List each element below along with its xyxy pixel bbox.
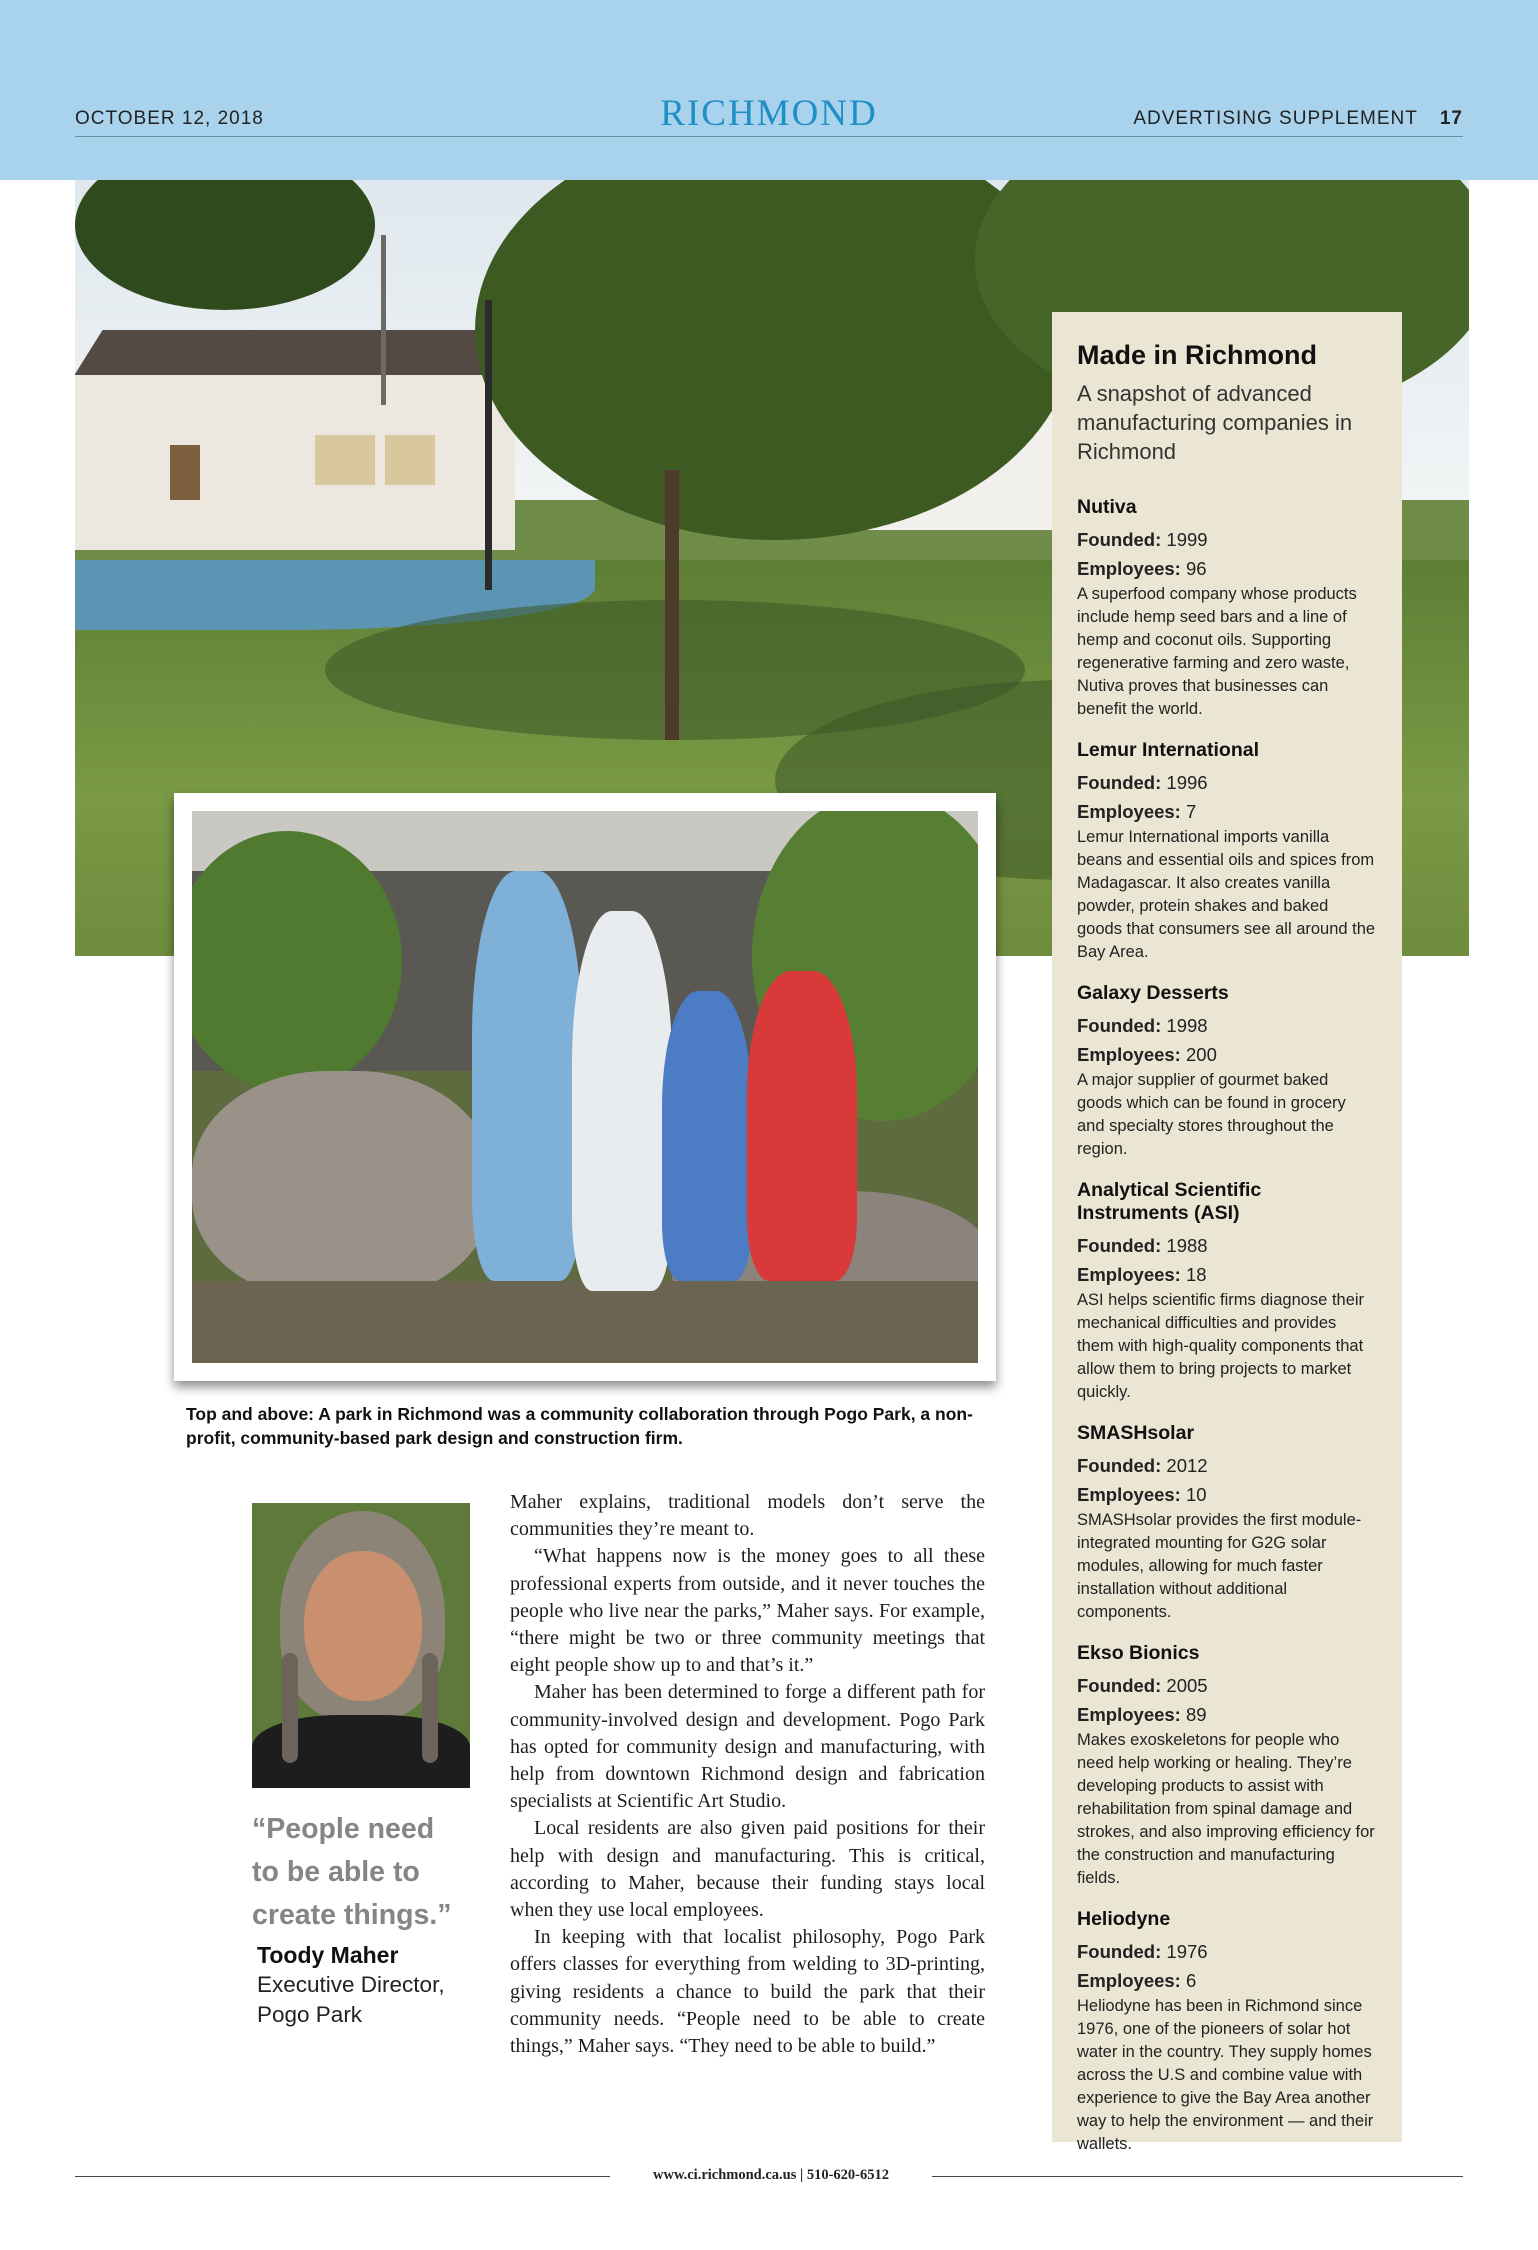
- company-description: SMASHsolar provides the first module-integrated mounting for G2G solar modules, allowing for much faster installation without additional components.: [1077, 1511, 1362, 1621]
- rock-pile: [192, 1071, 492, 1301]
- article-body: [510, 1489, 985, 2060]
- company-name: Nutiva: [1077, 496, 1137, 518]
- company-description: A superfood company whose products include hemp seed bars and a line of hemp and coconut oils. Supporting regenerative farming and zero waste, Nutiva proves that businesses can benefit the world.: [1077, 585, 1357, 718]
- employee-count: 200: [1186, 1044, 1217, 1065]
- house-window: [170, 445, 200, 500]
- company-entry: [1077, 1642, 1376, 1890]
- quote-attribution-name: Toody Maher: [257, 1942, 399, 1968]
- employee-count: 6: [1186, 1970, 1197, 1991]
- company-description: Lemur International imports vanilla beans and essential oils and spices from Madagascar. It also creates vanilla powder, protein shakes and baked goods that consumers see all around the Bay Area.: [1077, 828, 1376, 961]
- stream: [192, 1281, 978, 1363]
- company-name: SMASHsolar: [1077, 1422, 1195, 1444]
- employee-count: 96: [1186, 558, 1207, 579]
- company-employees: [1077, 797, 1376, 826]
- company-entry: [1077, 982, 1376, 1161]
- founded-year: 1988: [1166, 1235, 1208, 1256]
- sidebar-title: Made in Richmond: [1077, 340, 1318, 370]
- company-employees: [1077, 1260, 1376, 1289]
- company-name: Ekso Bionics: [1077, 1642, 1200, 1664]
- article-paragraph: In keeping with that localist philosophy, Pogo Park offers classes for everything from welding to 3D-printing, giving residents a chance to build the park that their community needs. “People need to be able to create things,” Maher says. “They need to be able to build.”: [510, 1926, 985, 2058]
- founded-label: Founded:: [1077, 1235, 1162, 1256]
- portrait-braid: [422, 1653, 438, 1763]
- house-window: [315, 435, 375, 485]
- founded-label: Founded:: [1077, 1675, 1162, 1696]
- article-paragraph: “What happens now is the money goes to all these professional experts from outside, and it never touches the people who live near the parks,” Maher says. For example, “there might be two or three community meetings that eight people show up to and that’s it.”: [510, 1545, 985, 1677]
- company-description: ASI helps scientific firms diagnose their mechanical difficulties and provides them with high-quality components that allow them to bring projects to market quickly.: [1077, 1291, 1365, 1401]
- company-founded: [1077, 1937, 1376, 1966]
- company-founded: [1077, 1451, 1376, 1480]
- lamp-post: [485, 300, 492, 590]
- child-figure: [572, 911, 672, 1291]
- tree-trunk: [665, 470, 679, 740]
- made-in-richmond-sidebar: [1052, 312, 1402, 2153]
- child-figure: [662, 991, 752, 1281]
- kids-photo: [192, 811, 978, 1363]
- founded-year: 2012: [1166, 1455, 1208, 1476]
- publication-title: RICHMOND: [660, 93, 878, 134]
- company-entry: [1077, 1908, 1376, 2156]
- company-founded: [1077, 1671, 1376, 1700]
- company-founded: [1077, 525, 1376, 554]
- founded-year: 1996: [1166, 772, 1208, 793]
- section-label: [1133, 108, 1463, 130]
- page-number: 17: [1439, 108, 1463, 129]
- employees-label: Employees:: [1077, 1970, 1181, 1991]
- company-entry: [1077, 739, 1376, 964]
- company-name: Heliodyne: [1077, 1908, 1171, 1930]
- company-entry: [1077, 1179, 1376, 1404]
- quote-attribution-role: Executive Director, Pogo Park: [257, 1972, 445, 2027]
- employees-label: Employees:: [1077, 1484, 1181, 1505]
- employees-label: Employees:: [1077, 1704, 1181, 1725]
- house-window: [385, 435, 435, 485]
- founded-year: 1998: [1166, 1015, 1208, 1036]
- founded-year: 1976: [1166, 1941, 1208, 1962]
- photo-caption: Top and above: A park in Richmond was a community collaboration through Pogo Park, a non-profit, community-based park design and construction firm.: [186, 1404, 973, 1448]
- company-entry: [1077, 496, 1376, 721]
- company-employees: [1077, 554, 1376, 583]
- issue-date: OCTOBER 12, 2018: [75, 108, 264, 129]
- sidebar-subtitle: A snapshot of advanced manufacturing companies in Richmond: [1077, 381, 1353, 464]
- company-employees: [1077, 1966, 1376, 1995]
- company-employees: [1077, 1480, 1376, 1509]
- founded-label: Founded:: [1077, 529, 1162, 550]
- founded-year: 2005: [1166, 1675, 1208, 1696]
- child-figure: [747, 971, 857, 1281]
- kids-photo-frame: [174, 793, 996, 1381]
- employees-label: Employees:: [1077, 558, 1181, 579]
- article-paragraph: Local residents are also given paid positions for their help with design and manufacturing. This is critical, according to Maher, because their funding stays local when they use local employees.: [510, 1817, 985, 1922]
- article-paragraph: Maher explains, traditional models don’t serve the communities they’re meant to.: [510, 1491, 985, 1541]
- company-description: Makes exoskeletons for people who need help working or healing. They’re developing products to assist with rehabilitation from spinal damage and strokes, and also improving efficiency for the construction and manufacturing fields.: [1077, 1731, 1375, 1887]
- company-name: Analytical Scientific Instruments (ASI): [1077, 1179, 1262, 1224]
- pull-quote: “People need to be able to create things.”: [252, 1813, 452, 1931]
- company-name: Lemur International: [1077, 739, 1260, 761]
- utility-pole: [381, 235, 386, 405]
- masthead: [0, 0, 1538, 180]
- employee-count: 10: [1186, 1484, 1207, 1505]
- footer-contact: www.ci.richmond.ca.us | 510-620-6512: [653, 2167, 889, 2183]
- founded-label: Founded:: [1077, 1941, 1162, 1962]
- employees-label: Employees:: [1077, 1044, 1181, 1065]
- section-name: ADVERTISING SUPPLEMENT: [1133, 108, 1418, 129]
- employee-count: 18: [1186, 1264, 1207, 1285]
- company-description: A major supplier of gourmet baked goods which can be found in grocery and specialty stores throughout the region.: [1077, 1071, 1346, 1158]
- company-founded: [1077, 768, 1376, 797]
- footer-divider: [932, 2176, 1463, 2177]
- header-divider: [75, 136, 1463, 137]
- company-employees: [1077, 1700, 1376, 1729]
- portrait-face: [304, 1551, 422, 1701]
- company-description: Heliodyne has been in Richmond since 1976, one of the pioneers of solar hot water in the country. They supply homes across the U.S and combine value with experience to give the Bay Area another way to help the environment — and their wallets.: [1077, 1997, 1374, 2153]
- employees-label: Employees:: [1077, 1264, 1181, 1285]
- founded-label: Founded:: [1077, 772, 1162, 793]
- company-employees: [1077, 1040, 1376, 1069]
- company-entry: [1077, 1422, 1376, 1624]
- company-name: Galaxy Desserts: [1077, 982, 1229, 1004]
- article-paragraph: Maher has been determined to forge a different path for community-involved design and development. Pogo Park has opted for community design and manufacturing, with help from downtown Richmond design and fabrication specialists at Scientific Art Studio.: [510, 1681, 985, 1813]
- park-house: [75, 375, 515, 550]
- company-founded: [1077, 1011, 1376, 1040]
- child-figure: [472, 871, 582, 1281]
- employee-count: 89: [1186, 1704, 1207, 1725]
- employees-label: Employees:: [1077, 801, 1181, 822]
- portrait-braid: [282, 1653, 298, 1763]
- founded-year: 1999: [1166, 529, 1208, 550]
- footer-divider: [75, 2176, 610, 2177]
- founded-label: Founded:: [1077, 1455, 1162, 1476]
- portrait-photo: [252, 1503, 470, 1788]
- founded-label: Founded:: [1077, 1015, 1162, 1036]
- employee-count: 7: [1186, 801, 1197, 822]
- company-founded: [1077, 1231, 1376, 1260]
